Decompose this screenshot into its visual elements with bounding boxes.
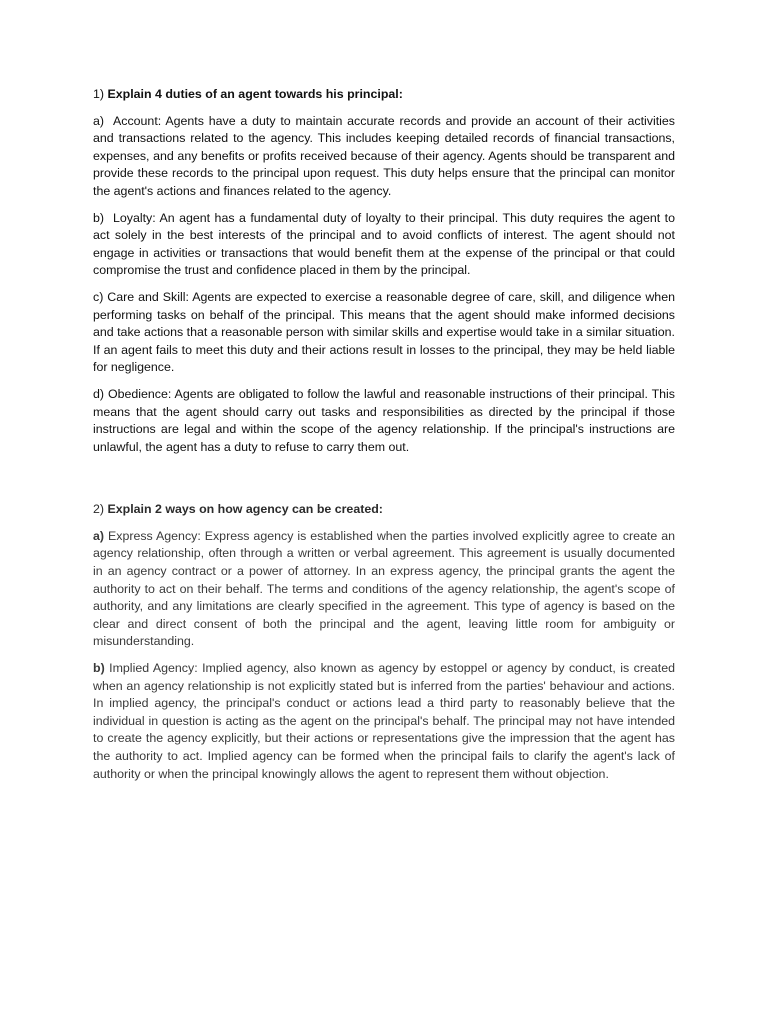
paragraph-implied-agency bbox=[93, 660, 675, 783]
paragraph-loyalty bbox=[93, 210, 675, 280]
paragraph-label: d) bbox=[93, 386, 105, 401]
section-heading bbox=[93, 501, 675, 519]
paragraph-label: a) bbox=[93, 113, 105, 128]
paragraph-text: Loyalty: An agent has a fundamental duty of loyalty to their principal. This duty requires the agent to act solely in the best interests of the principal and to avoid conflicts of interest. The agent should not engage in activities or transactions that would benefit them at the expense of the principal or that could compromise the trust and confidence placed in them by the principal. bbox=[93, 210, 675, 278]
paragraph-label: b) bbox=[93, 661, 105, 676]
paragraph-text: Express Agency: Express agency is established when the parties involved explicitly agree to create an agency relationship, often through a written or verbal agreement. This agreement is usually documented in an agency contract or a power of attorney. In an express agency, the principal grants the agent the authority to act on their behalf. The terms and conditions of the agency relationship, the agent's scope of authority, and any limitations are clearly specified in the agreement. This type of agency is based on the clear and direct consent of both the principal and the agent, leaving little room for ambiguity or misunderstanding. bbox=[93, 528, 675, 649]
section-number: 1) bbox=[93, 87, 105, 101]
paragraph-label: c) bbox=[93, 289, 104, 304]
paragraph-express-agency bbox=[93, 528, 675, 651]
paragraph-text: Obedience: Agents are obligated to follow the lawful and reasonable instructions of their principal. This means that the agent should carry out tasks and responsibilities as directed by the principal if those instructions are legal and within the scope of the agency relationship. If the principal's instructions are unlawful, the agent has a duty to refuse to carry them out. bbox=[93, 386, 675, 454]
document-page bbox=[93, 86, 675, 792]
section-title: Explain 2 ways on how agency can be created: bbox=[107, 502, 383, 517]
paragraph-text: Account: Agents have a duty to maintain accurate records and provide an account of their activities and transactions related to the agency. This includes keeping detailed records of financial transactions, expenses, and any benefits or profits received because of their agency. Agents should be transparent and provide these records to the principal upon request. This duty helps ensure that the principal can monitor the agent's actions and finances related to the agency. bbox=[93, 113, 675, 198]
paragraph-text: Care and Skill: Agents are expected to exercise a reasonable degree of care, skill, and diligence when performing tasks on behalf of the principal. This means that the agent should make informed decisions and take actions that a reasonable person with similar skills and expertise would take in a similar situation. If an agent fails to meet this duty and their actions result in losses to the principal, they may be held liable for negligence. bbox=[93, 289, 675, 375]
paragraph-account bbox=[93, 113, 675, 201]
paragraph-label: a) bbox=[93, 528, 105, 543]
paragraph-care-skill bbox=[93, 289, 675, 377]
section-number: 2) bbox=[93, 502, 105, 517]
section-title: Explain 4 duties of an agent towards his principal: bbox=[107, 87, 403, 101]
section-duties bbox=[93, 86, 675, 456]
paragraph-text: Implied Agency: Implied agency, also known as agency by estoppel or agency by conduct, is created when an agency relationship is not explicitly stated but is inferred from the parties' behaviour and actions. In implied agency, the principal's conduct or actions lead a third party to reasonably believe that the individual in question is acting as the agent on the principal's behalf. The principal may not have intended to create the agency explicitly, but their actions or representations give the impression that the agent has the authority to act. Implied agency can be formed when the principal fails to clarify the agent's lack of authority or when the principal knowingly allows the agent to represent them without objection. bbox=[93, 661, 675, 781]
section-heading bbox=[93, 86, 675, 104]
paragraph-label: b) bbox=[93, 210, 105, 225]
paragraph-obedience bbox=[93, 386, 675, 456]
section-agency-creation bbox=[93, 501, 675, 783]
